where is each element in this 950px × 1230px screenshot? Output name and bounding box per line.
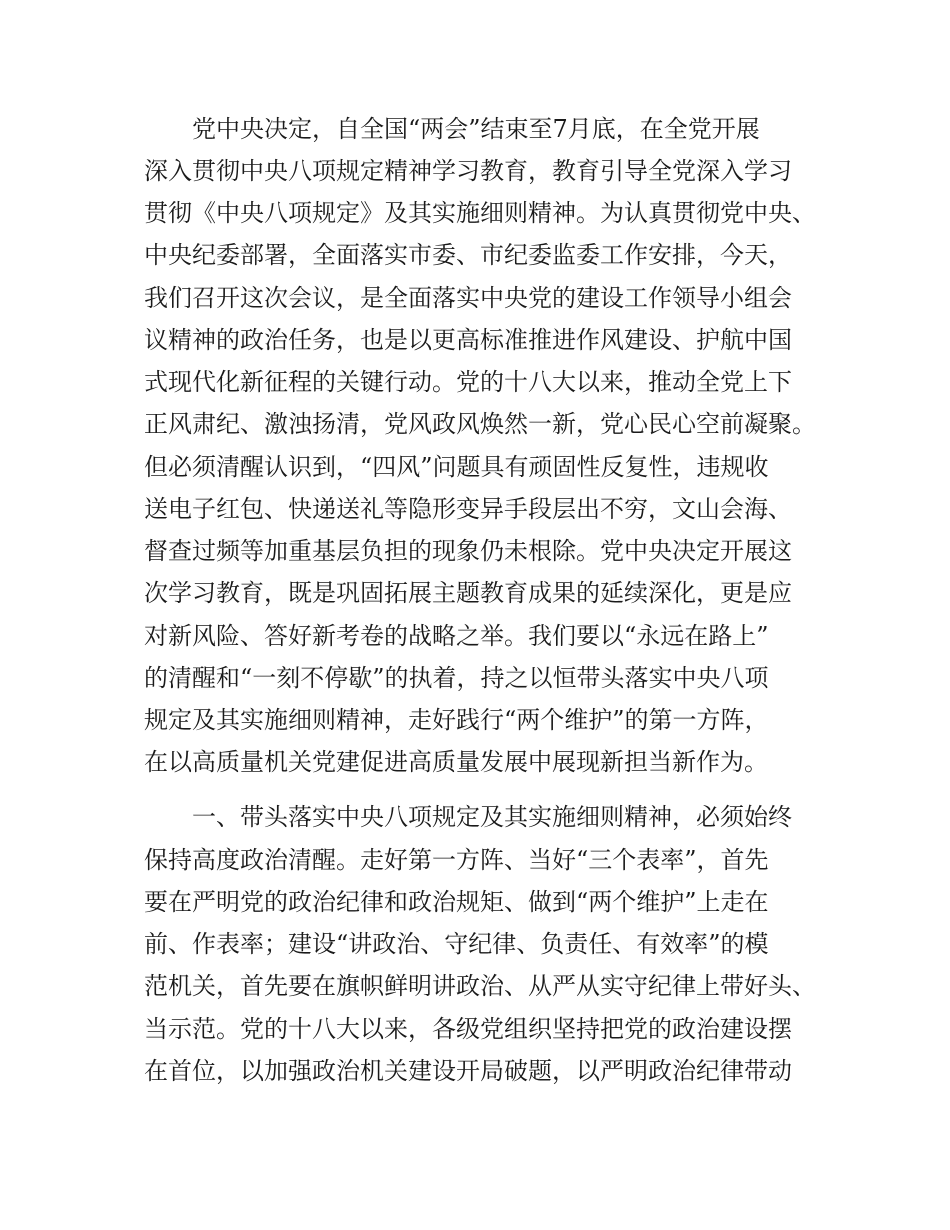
paragraph-1-line-8: 正风肃纪、激浊扬清，党风政风焕然一新，党心民心空前凝聚。 — [144, 410, 816, 438]
paragraph-1-line-4: 中央纪委部署，全面落实市委、市纪委监委工作安排，今天， — [144, 241, 792, 269]
paragraph-2-line-7: 在首位，以加强政治机关建设开局破题，以严明政治纪律带动 — [144, 1057, 792, 1085]
paragraph-1-line-9: 但必须清醒认识到，“四风”问题具有顽固性反复性，违规收 — [144, 453, 769, 481]
paragraph-2-line-3: 要在严明党的政治纪律和政治规矩、做到“两个维护”上走在 — [144, 888, 769, 916]
paragraph-1-line-7: 式现代化新征程的关键行动。党的十八大以来，推动全党上下 — [144, 368, 792, 396]
paragraph-2-line-1: 一、带头落实中央八项规定及其实施细则精神，必须始终 — [192, 803, 792, 831]
paragraph-2-line-4: 前、作表率；建设“讲政治、守纪律、负责任、有效率”的模 — [144, 930, 769, 958]
paragraph-1-line-6: 议精神的政治任务，也是以更高标准推进作风建设、护航中国 — [144, 326, 792, 354]
paragraph-1-line-15: 规定及其实施细则精神，走好践行“两个维护”的第一方阵， — [144, 706, 769, 734]
paragraph-1-line-10: 送电子红包、快递送礼等隐形变异手段层出不穷，文山会海、 — [144, 495, 792, 523]
paragraph-1-line-3: 贯彻《中央八项规定》及其实施细则精神。为认真贯彻党中央、 — [144, 199, 816, 227]
paragraph-1-line-12: 次学习教育，既是巩固拓展主题教育成果的延续深化，更是应 — [144, 579, 792, 607]
paragraph-1-line-14: 的清醒和“一刻不停歇”的执着，持之以恒带头落实中央八项 — [144, 664, 769, 692]
paragraph-1-line-1: 党中央决定，自全国“两会”结束至7月底，在全党开展 — [192, 115, 760, 143]
paragraph-2-line-5: 范机关，首先要在旗帜鲜明讲政治、从严从实守纪律上带好头、 — [144, 972, 816, 1000]
paragraph-1-line-13: 对新风险、答好新考卷的战略之举。我们要以“永远在路上” — [144, 622, 769, 650]
paragraph-1-line-2: 深入贯彻中央八项规定精神学习教育，教育引导全党深入学习 — [144, 157, 792, 185]
paragraph-1-line-16: 在以高质量机关党建促进高质量发展中展现新担当新作为。 — [144, 748, 768, 776]
paragraph-1-line-5: 我们召开这次会议，是全面落实中央党的建设工作领导小组会 — [144, 284, 792, 312]
paragraph-2-line-2: 保持高度政治清醒。走好第一方阵、当好“三个表率”，首先 — [144, 846, 769, 874]
paragraph-2-line-6: 当示范。党的十八大以来，各级党组织坚持把党的政治建设摆 — [144, 1015, 792, 1043]
paragraph-1-line-11: 督查过频等加重基层负担的现象仍未根除。党中央决定开展这 — [144, 537, 792, 565]
